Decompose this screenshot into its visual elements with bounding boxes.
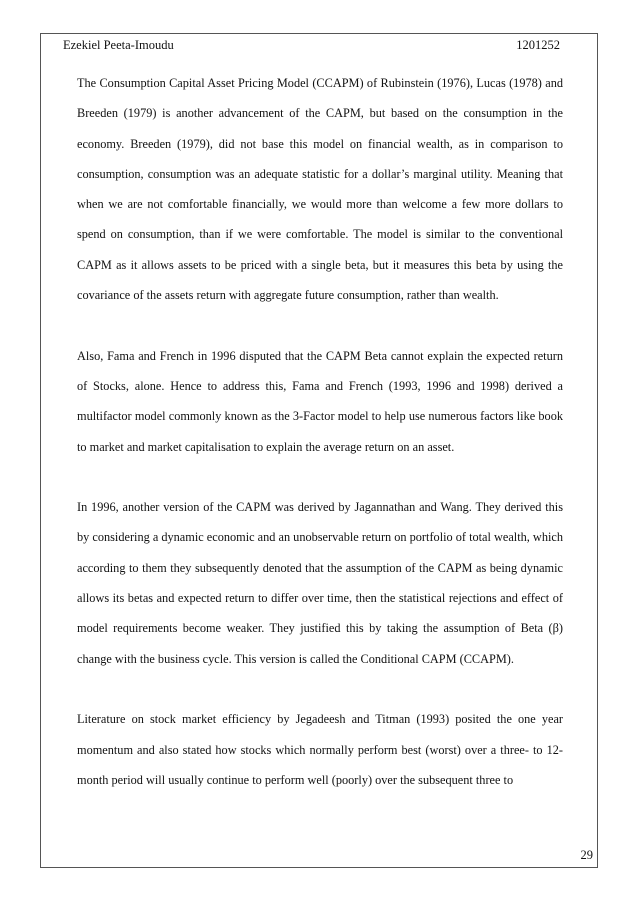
page-header (63, 38, 560, 53)
paragraph-momentum: Literature on stock market efficiency by Jegadeesh and Titman (1993) posited the one year momentum and also stated how stocks which normally perform best (worst) over a three- to 12-month period will usually continue to perform well (poorly) over the subsequent three to (77, 712, 563, 787)
paragraph-fama-french: Also, Fama and French in 1996 disputed that the CAPM Beta cannot explain the expected return of Stocks, alone. Hence to address this, Fama and French (1993, 1996 and 1998) derived a multifactor model commonly known as the 3-Factor model to help use numerous factors like book to market and market capitalisation to explain the average return on an asset. (77, 348, 563, 454)
author-name: Ezekiel Peeta-Imoudu (63, 38, 174, 52)
paragraph-conditional-capm: In 1996, another version of the CAPM was derived by Jagannathan and Wang. They derived this by considering a dynamic economic and an unobservable return on portfolio of total wealth, which according to them they subsequently denoted that the assumption of the CAPM as being dynamic allows its betas and expected return to differ over time, then the statistical rejections and effect of model requirements become weaker. They justified this by taking the assumption of Beta (β) change with the business cycle. This version is called the Conditional CAPM (CCAPM). (77, 500, 563, 666)
student-id: 1201252 (516, 38, 560, 52)
document-body (77, 68, 563, 825)
page-number: 29 (580, 848, 593, 862)
paragraph-ccapm: The Consumption Capital Asset Pricing Model (CCAPM) of Rubinstein (1976), Lucas (1978) and Breeden (1979) is another advancement of the CAPM, but based on the consumption in the economy. Breeden (1979), did not base this model on financial wealth, as in comparison to consumption, consumption was an adequate statistic for a dollar’s marginal utility. Meaning that when we are not comfortable financially, we would more than welcome a few more dollars to spend on consumption, than if we were comfortable. The model is similar to the conventional CAPM as it allows assets to be priced with a single beta, but it measures this beta by using the covariance of the assets return with aggregate future consumption, rather than wealth. (77, 76, 563, 303)
